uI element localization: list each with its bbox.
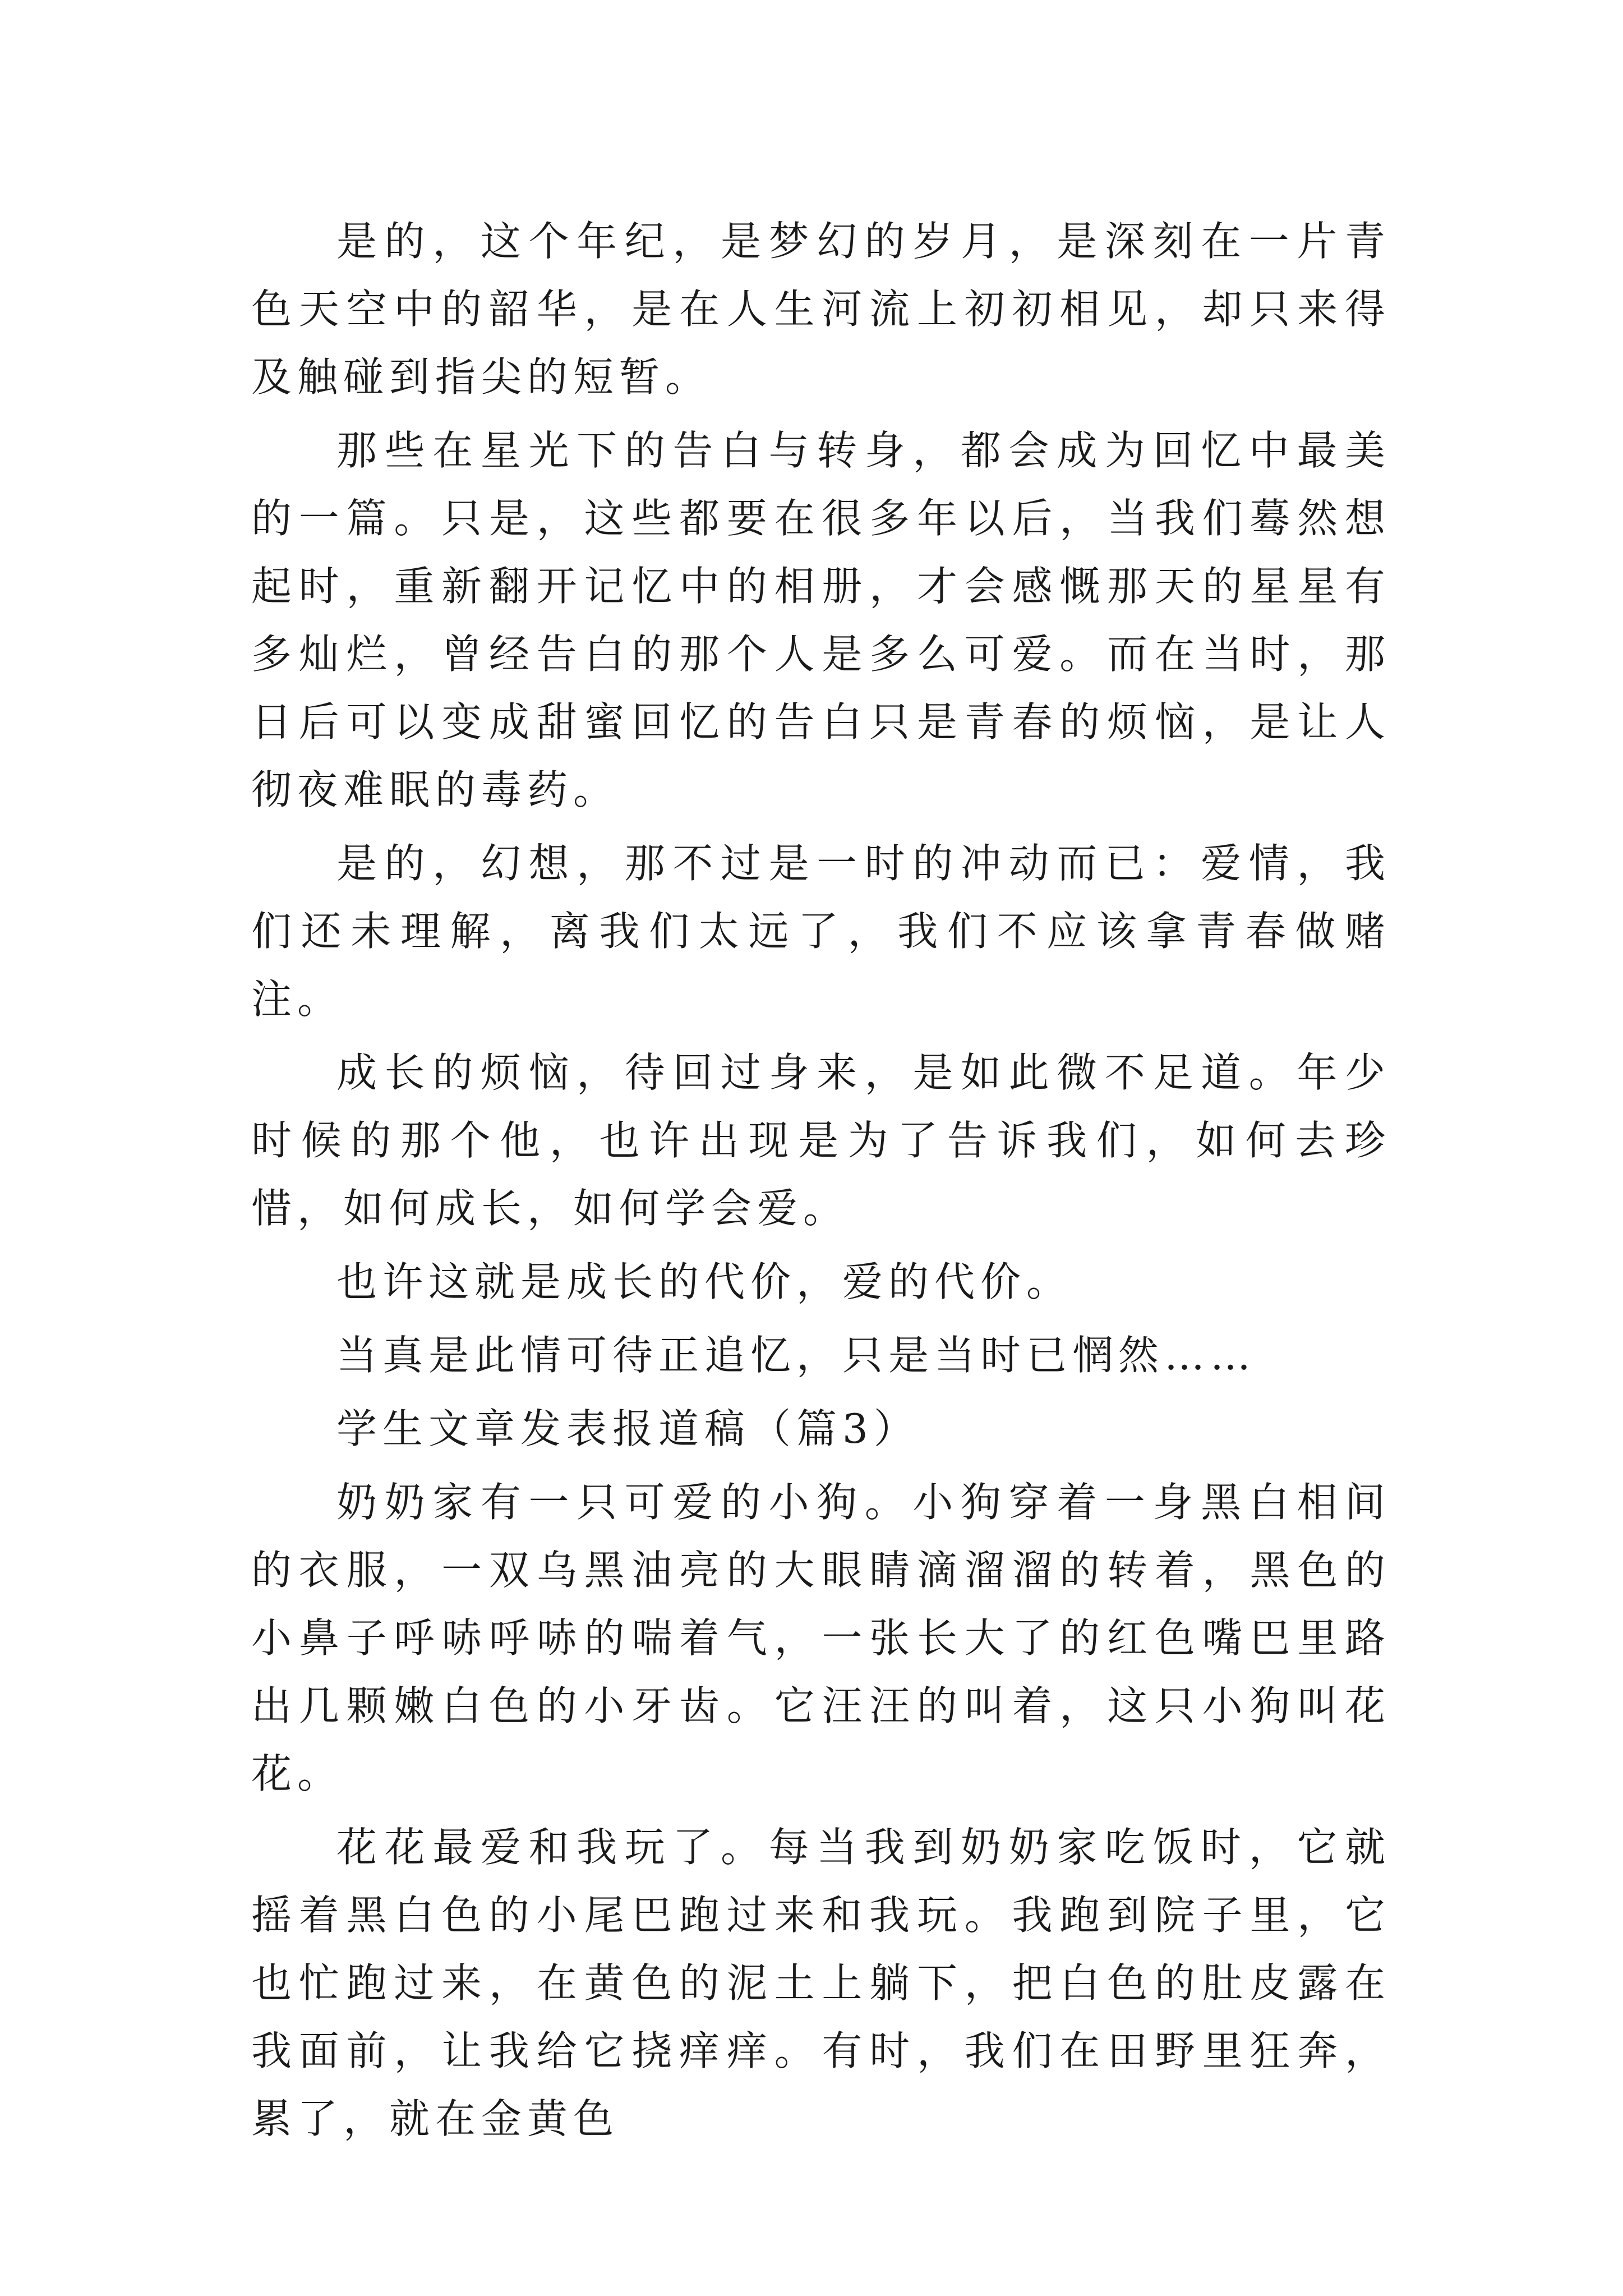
paragraph: 花花最爱和我玩了。每当我到奶奶家吃饭时，它就摇着黑白色的小尾巴跑过来和我玩。我跑到院子里，它也忙跑过来，在黄色的泥土上躺下，把白色的肚皮露在我面前，让我给它挠痒痒。有时，我们在田野里狂奔，累了，就在金黄色 [251,1824,1391,2142]
section-heading: 学生文章发表报道稿（篇3） [336,1405,920,1452]
paragraph: 当真是此情可待正追忆，只是当时已惘然…… [336,1332,1257,1379]
paragraph: 是的，幻想，那不过是一时的冲动而已：爱情，我们还未理解，离我们太远了，我们不应该拿青春做赌注。 [251,840,1391,1023]
article-body [251,208,1391,2159]
paragraph: 那些在星光下的告白与转身，都会成为回忆中最美的一篇。只是，这些都要在很多年以后，当我们蓦然想起时，重新翻开记忆中的相册，才会感慨那天的星星有多灿烂，曾经告白的那个人是多么可爱。而在当时，那日后可以变成甜蜜回忆的告白只是青春的烦恼，是让人彻夜难眠的毒药。 [251,427,1391,813]
paragraph: 奶奶家有一只可爱的小狗。小狗穿着一身黑白相间的衣服，一双乌黑油亮的大眼睛滴溜溜的转着，黑色的小鼻子呼哧呼哧的喘着气，一张长大了的红色嘴巴里路出几颗嫩白色的小牙齿。它汪汪的叫着，这只小狗叫花花。 [251,1479,1391,1797]
paragraph: 也许这就是成长的代价，爱的代价。 [336,1258,1073,1305]
paragraph: 成长的烦恼，待回过身来，是如此微不足道。年少时候的那个他，也许出现是为了告诉我们，如何去珍惜，如何成长，如何学会爱。 [251,1049,1391,1232]
paragraph: 是的，这个年纪，是梦幻的岁月，是深刻在一片青色天空中的韶华，是在人生河流上初初相见，却只来得及触碰到指尖的短暂。 [251,218,1391,401]
